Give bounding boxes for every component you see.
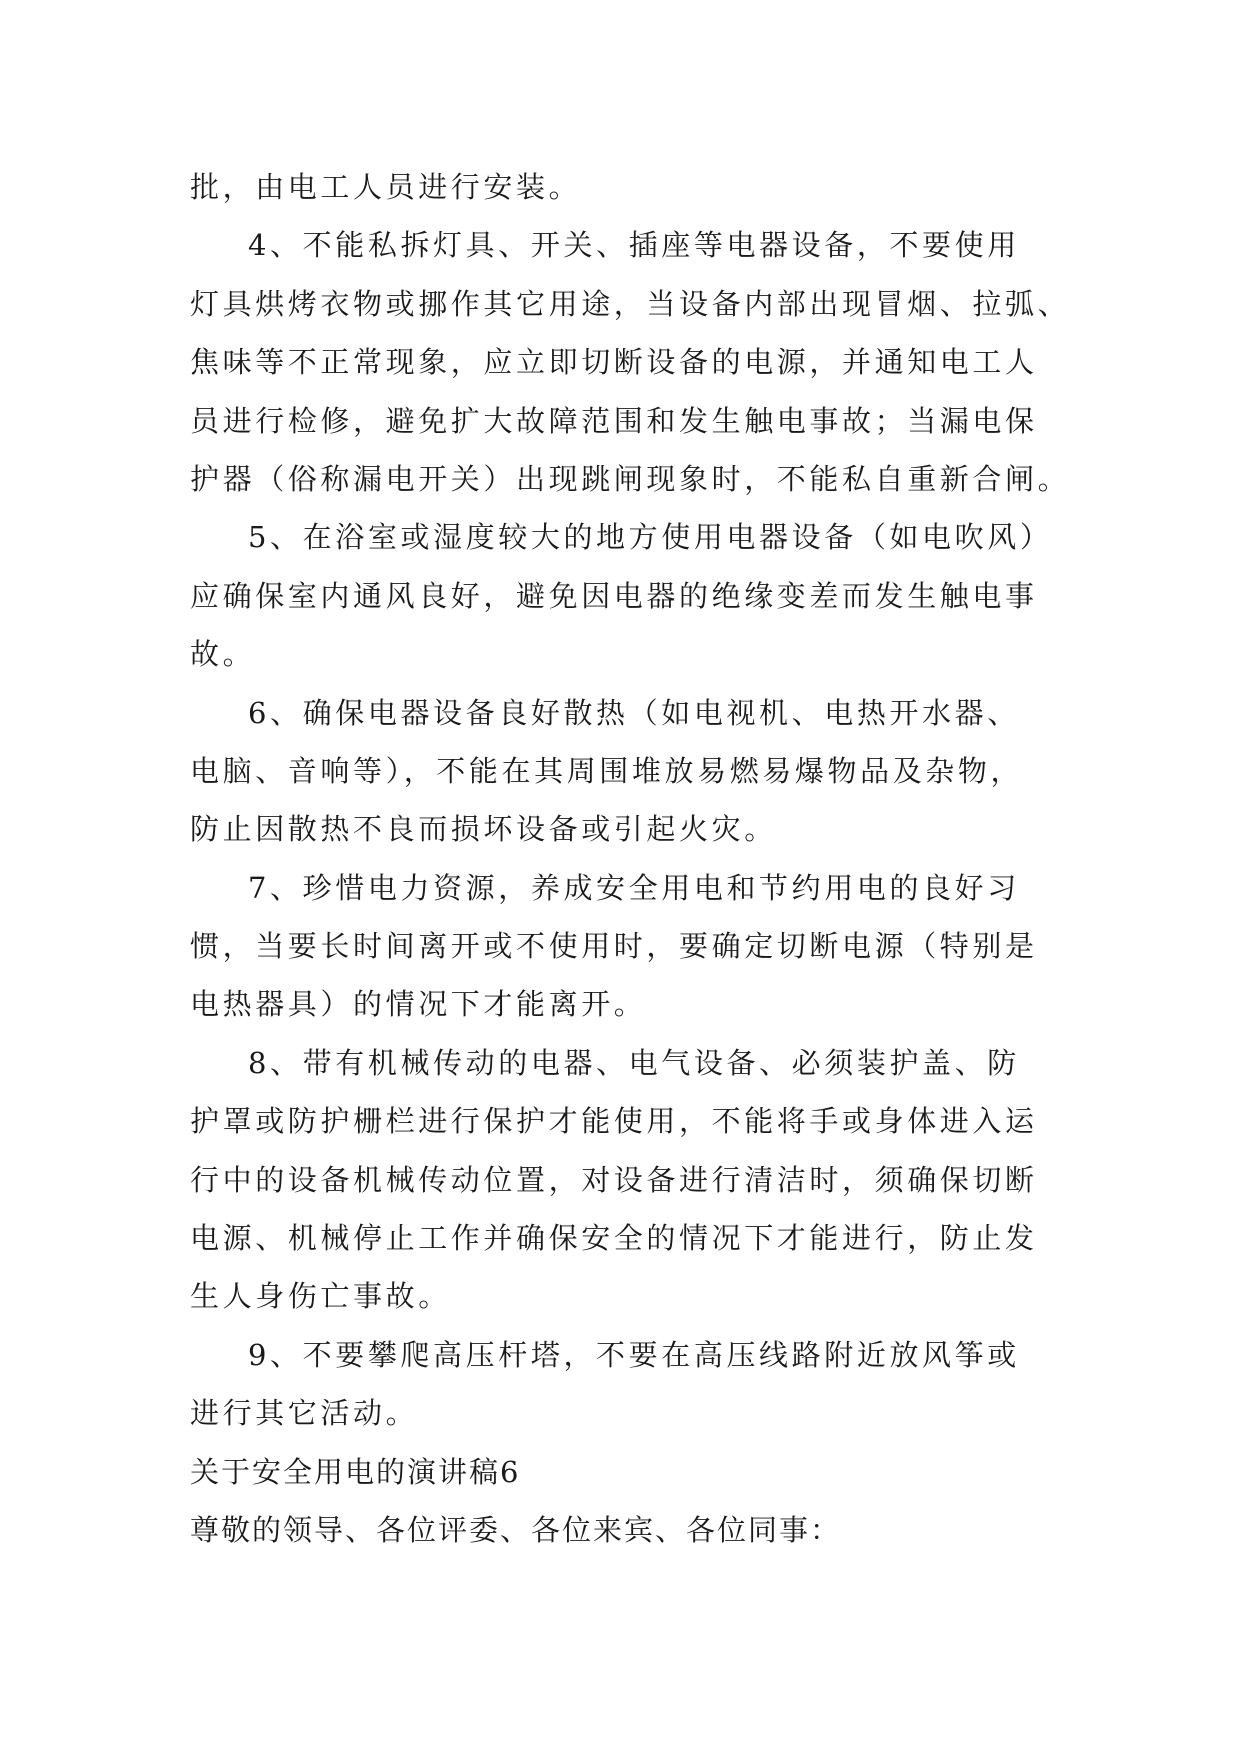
paragraph-line: 4、不能私拆灯具、开关、插座等电器设备，不要使用 (248, 228, 1020, 263)
paragraph-line: 批，由电工人员进行安装。 (190, 170, 582, 204)
paragraph-line: 5、在浴室或湿度较大的地方使用电器设备（如电吹风） (248, 520, 1053, 555)
paragraph-line: 故。 (190, 637, 256, 672)
document-body (190, 158, 1071, 1559)
paragraph-line: 员进行检修，避免扩大故障范围和发生触电事故；当漏电保 (190, 403, 1038, 438)
paragraph-line: 7、珍惜电力资源，养成安全用电和节约用电的良好习 (248, 870, 1020, 905)
paragraph-line: 8、带有机械传动的电器、电气设备、必须装护盖、防 (248, 1045, 1020, 1080)
salutation: 尊敬的领导、各位评委、各位来宾、各位同事： (190, 1512, 842, 1547)
paragraph-line: 6、确保电器设备良好散热（如电视机、电热开水器、 (248, 695, 1020, 730)
section-title: 关于安全用电的演讲稿6 (190, 1454, 521, 1489)
paragraph-line: 9、不要攀爬高压杆塔，不要在高压线路附近放风筝或 (248, 1337, 1020, 1372)
paragraph-line: 惯，当要长时间离开或不使用时，要确定切断电源（特别是 (190, 929, 1038, 964)
paragraph-line: 防止因散热不良而损坏设备或引起火灾。 (190, 812, 777, 847)
paragraph-line: 生人身伤亡事故。 (190, 1279, 451, 1314)
paragraph-line: 护罩或防护栅栏进行保护才能使用，不能将手或身体进入运 (190, 1104, 1038, 1139)
paragraph-line: 护器（俗称漏电开关）出现跳闸现象时，不能私自重新合闸。 (190, 461, 1071, 496)
paragraph-line: 电源、机械停止工作并确保安全的情况下才能进行，防止发 (190, 1221, 1038, 1256)
paragraph-line: 进行其它活动。 (190, 1396, 419, 1431)
paragraph-line: 行中的设备机械传动位置，对设备进行清洁时，须确保切断 (190, 1162, 1038, 1197)
paragraph-line: 灯具烘烤衣物或挪作其它用途，当设备内部出现冒烟、拉弧、 (190, 286, 1071, 321)
paragraph-line: 电脑、音响等），不能在其周围堆放易燃易爆物品及杂物， (190, 753, 1024, 788)
paragraph-line: 焦味等不正常现象，应立即切断设备的电源，并通知电工人 (190, 345, 1038, 380)
paragraph-line: 电热器具）的情况下才能离开。 (190, 987, 647, 1022)
paragraph-line: 应确保室内通风良好，避免因电器的绝缘变差而发生触电事 (190, 578, 1038, 613)
